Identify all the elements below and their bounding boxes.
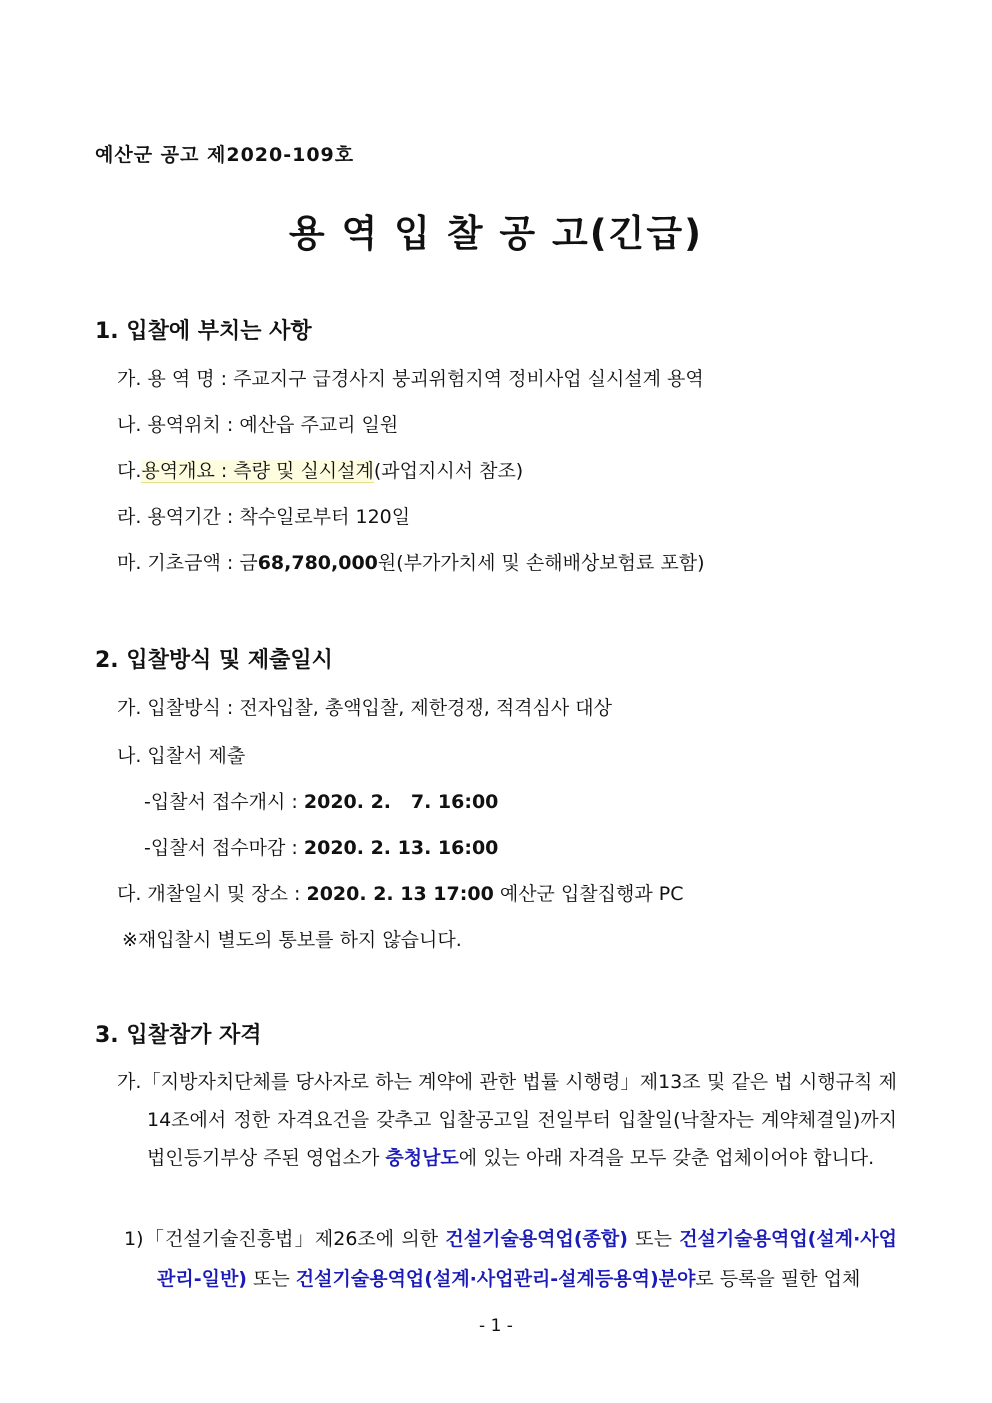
rebid-note: ※재입찰시 별도의 통보를 하지 않습니다. (122, 929, 462, 951)
section-1-heading: 1. 입찰에 부치는 사항 (95, 319, 312, 344)
license-type-3: 건설기술용역업(설계·사업관리-설계등용역)분야 (295, 1268, 696, 1290)
item-value: 예산읍 주교리 일원 (239, 414, 399, 436)
opening-info (117, 879, 683, 906)
opening-place: 예산군 입찰집행과 PC (499, 883, 684, 905)
page-number: - 1 - (479, 1316, 513, 1336)
item-label: -입찰서 접수마감 : (144, 837, 298, 859)
item-service-period (117, 502, 410, 529)
submission-start (144, 787, 498, 814)
item-label: 마. 기초금액 : (117, 552, 234, 574)
item-highlight: 용역개요 : 측량 및 실시설계 (141, 460, 374, 482)
paragraph-text: 로 등록을 필한 업체 (695, 1268, 861, 1290)
bid-submission-label: 나. 입찰서 제출 (117, 745, 246, 767)
item-value: (과업지시서 참조) (373, 460, 524, 482)
item-service-name (117, 364, 704, 391)
item-label: 라. 용역기간 : (117, 506, 234, 528)
item-value-post: 원(부가가치세 및 손해배상보험료 포함) (377, 552, 705, 574)
item-label: -입찰서 접수개시 : (144, 791, 298, 813)
section-2-heading: 2. 입찰방식 및 제출일시 (95, 648, 333, 673)
notice-number: 예산군 공고 제2020-109호 (95, 144, 355, 166)
item-value: 주교지구 급경사지 붕괴위험지역 정비사업 실시설계 용역 (233, 368, 704, 390)
paragraph-text: 또는 (627, 1228, 680, 1250)
item-value: 착수일로부터 120일 (239, 506, 411, 528)
submission-end-value: 2020. 2. 13. 16:00 (303, 837, 499, 859)
item-service-location (117, 410, 398, 437)
item-value: 전자입찰, 총액입찰, 제한경쟁, 적격심사 대상 (239, 697, 612, 719)
qualification-paragraph-a (117, 1063, 897, 1177)
paragraph-text: 가.「지방자치단체를 당사자로 하는 계약에 관한 법률 시행령」제13조 및 같은 법 시행규칙 제14조에서 정한 자격요건을 갖추고 입찰공고일 전일부터 입찰일(낙찰자는 계약체결일)까지 법인등기부상 주된 영업소가 (117, 1071, 897, 1169)
paragraph-text: 1)「건설기술진흥법」제26조에 의한 (124, 1228, 446, 1250)
license-type-1: 건설기술용역업(종합) (445, 1228, 628, 1250)
item-label: 다. (117, 460, 142, 482)
paragraph-text: 또는 (247, 1268, 296, 1290)
license-type-2: 건설기술용역업(설계·사업관리-일반) (157, 1228, 897, 1290)
submission-end (144, 833, 498, 860)
submission-start-value: 2020. 2. 7. 16:00 (303, 791, 499, 813)
item-label: 나. 용역위치 : (117, 414, 234, 436)
base-amount-value: 68,780,000 (257, 552, 378, 574)
section-3-heading: 3. 입찰참가 자격 (95, 1023, 262, 1048)
item-label: 가. 용 역 명 : (117, 368, 228, 390)
region-highlight: 충청남도 (385, 1147, 459, 1169)
item-base-amount (117, 548, 705, 575)
bid-method (117, 693, 612, 720)
item-value-pre: 금 (239, 552, 258, 574)
item-service-overview (117, 456, 523, 483)
item-label: 가. 입찰방식 : (117, 697, 234, 719)
item-label: 다. 개찰일시 및 장소 : (117, 883, 301, 905)
paragraph-text: 에 있는 아래 자격을 모두 갖춘 업체이어야 합니다. (458, 1147, 875, 1169)
qualification-item-1 (124, 1219, 897, 1299)
document-title: 용 역 입 찰 공 고(긴급) (288, 212, 704, 255)
opening-datetime: 2020. 2. 13 17:00 (306, 883, 494, 905)
